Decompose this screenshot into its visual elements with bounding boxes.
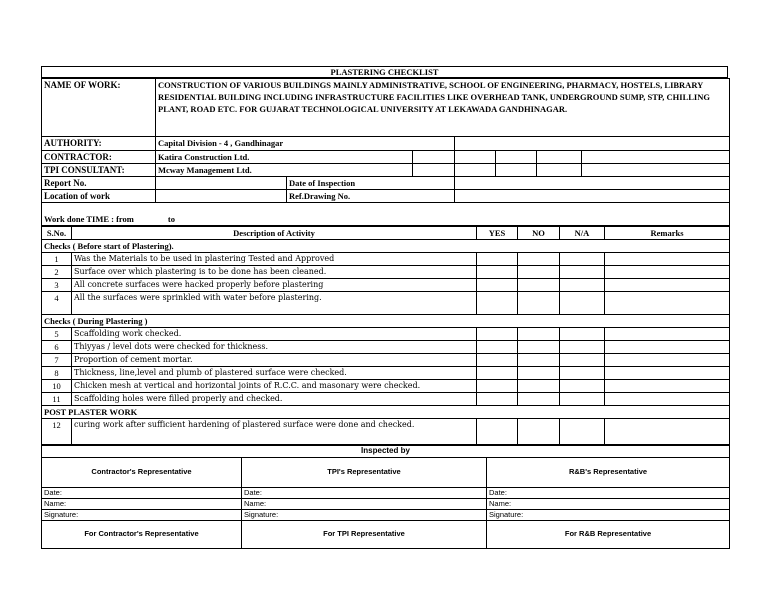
rnb-name-field[interactable]: Name: xyxy=(487,498,730,509)
yes-cell[interactable] xyxy=(477,379,518,392)
yes-cell[interactable] xyxy=(477,252,518,265)
remarks-cell[interactable] xyxy=(605,392,730,405)
na-cell[interactable] xyxy=(560,392,605,405)
yes-cell[interactable] xyxy=(477,366,518,379)
section-heading: Checks ( Before start of Plastering). xyxy=(42,239,730,252)
contractor-name-field[interactable]: Name: xyxy=(42,498,242,509)
item-number: 7 xyxy=(42,353,72,366)
checklist-row xyxy=(42,340,730,353)
remarks-cell[interactable] xyxy=(605,291,730,314)
col-na: N/A xyxy=(560,226,605,239)
item-number: 10 xyxy=(42,379,72,392)
section-heading: POST PLASTER WORK xyxy=(42,405,730,418)
no-cell[interactable] xyxy=(518,265,560,278)
col-sno: S.No. xyxy=(42,226,72,239)
yes-cell[interactable] xyxy=(477,265,518,278)
na-cell[interactable] xyxy=(560,291,605,314)
remarks-cell[interactable] xyxy=(605,278,730,291)
item-number: 3 xyxy=(42,278,72,291)
authority-label: AUTHORITY: xyxy=(42,137,156,151)
rnb-signature-field[interactable]: Signature: xyxy=(487,509,730,520)
date-of-inspection-value[interactable] xyxy=(455,177,730,190)
item-description: Proportion of cement mortar. xyxy=(72,353,477,366)
tpi-rep-heading: TPI's Representative xyxy=(242,457,487,487)
remarks-cell[interactable] xyxy=(605,379,730,392)
tpi-consultant-label: TPI CONSULTANT: xyxy=(42,164,156,177)
contractor-date-field[interactable]: Date: xyxy=(42,487,242,498)
item-description: curing work after sufficient hardening of plastered surface were done and checked. xyxy=(72,418,477,444)
item-description: All the surfaces were sprinkled with water before plastering. xyxy=(72,291,477,314)
report-no-value[interactable] xyxy=(156,177,287,190)
item-number: 4 xyxy=(42,291,72,314)
col-remarks: Remarks xyxy=(605,226,730,239)
rnb-date-field[interactable]: Date: xyxy=(487,487,730,498)
checklist-table xyxy=(41,226,730,445)
col-no: NO xyxy=(518,226,560,239)
checklist-row xyxy=(42,353,730,366)
yes-cell[interactable] xyxy=(477,353,518,366)
authority-value: Capital Division - 4 , Gandhinagar xyxy=(156,137,455,151)
item-number: 8 xyxy=(42,366,72,379)
yes-cell[interactable] xyxy=(477,327,518,340)
no-cell[interactable] xyxy=(518,340,560,353)
remarks-cell[interactable] xyxy=(605,327,730,340)
yes-cell[interactable] xyxy=(477,392,518,405)
remarks-cell[interactable] xyxy=(605,366,730,379)
item-description: Thickness, line,level and plumb of plastered surface were checked. xyxy=(72,366,477,379)
no-cell[interactable] xyxy=(518,379,560,392)
item-description: Scaffolding work checked. xyxy=(72,327,477,340)
for-tpi-rep: For TPI Representative xyxy=(242,520,487,548)
for-rnb-rep: For R&B Representative xyxy=(487,520,730,548)
na-cell[interactable] xyxy=(560,265,605,278)
work-time-row xyxy=(42,213,730,226)
no-cell[interactable] xyxy=(518,278,560,291)
checklist-row xyxy=(42,379,730,392)
yes-cell[interactable] xyxy=(477,418,518,444)
rnb-rep-heading: R&B's Representative xyxy=(487,457,730,487)
checklist-row xyxy=(42,278,730,291)
col-yes: YES xyxy=(477,226,518,239)
remarks-cell[interactable] xyxy=(605,265,730,278)
yes-cell[interactable] xyxy=(477,278,518,291)
checklist-row xyxy=(42,252,730,265)
na-cell[interactable] xyxy=(560,379,605,392)
no-cell[interactable] xyxy=(518,353,560,366)
tpi-name-field[interactable]: Name: xyxy=(242,498,487,509)
remarks-cell[interactable] xyxy=(605,252,730,265)
ref-drawing-label: Ref.Drawing No. xyxy=(287,190,455,203)
na-cell[interactable] xyxy=(560,252,605,265)
date-of-inspection-label: Date of Inspection xyxy=(287,177,455,190)
work-time-to: to xyxy=(167,213,175,224)
no-cell[interactable] xyxy=(518,327,560,340)
remarks-cell[interactable] xyxy=(605,353,730,366)
checklist-row xyxy=(42,265,730,278)
item-description: All concrete surfaces were hacked properly before plastering xyxy=(72,278,477,291)
ref-drawing-value[interactable] xyxy=(455,190,730,203)
checklist-row xyxy=(42,418,730,444)
yes-cell[interactable] xyxy=(477,340,518,353)
checklist-row xyxy=(42,392,730,405)
no-cell[interactable] xyxy=(518,418,560,444)
na-cell[interactable] xyxy=(560,353,605,366)
item-number: 12 xyxy=(42,418,72,444)
item-description: Chicken mesh at vertical and horizontal joints of R.C.C. and masonary were checked. xyxy=(72,379,477,392)
contractor-label: CONTRACTOR: xyxy=(42,151,156,164)
contractor-signature-field[interactable]: Signature: xyxy=(42,509,242,520)
tpi-signature-field[interactable]: Signature: xyxy=(242,509,487,520)
tpi-consultant-value: Mcway Management Ltd. xyxy=(156,164,413,177)
na-cell[interactable] xyxy=(560,418,605,444)
remarks-cell[interactable] xyxy=(605,418,730,444)
na-cell[interactable] xyxy=(560,278,605,291)
na-cell[interactable] xyxy=(560,327,605,340)
no-cell[interactable] xyxy=(518,366,560,379)
item-description: Surface over which plastering is to be done has been cleaned. xyxy=(72,265,477,278)
checklist-row xyxy=(42,291,730,314)
item-number: 6 xyxy=(42,340,72,353)
no-cell[interactable] xyxy=(518,291,560,314)
work-time-label: Work done TIME : from xyxy=(44,213,134,224)
item-description: Was the Materials to be used in plastering Tested and Approved xyxy=(72,252,477,265)
item-description: Thiyyas / level dots were checked for thickness. xyxy=(72,340,477,353)
na-cell[interactable] xyxy=(560,366,605,379)
no-cell[interactable] xyxy=(518,392,560,405)
na-cell[interactable] xyxy=(560,340,605,353)
authority-blank xyxy=(455,137,730,151)
item-description: Scaffolding holes were filled properly and checked. xyxy=(72,392,477,405)
location-value[interactable] xyxy=(156,190,287,203)
name-of-work-label: NAME OF WORK: xyxy=(42,79,156,137)
item-number: 11 xyxy=(42,392,72,405)
checklist-row xyxy=(42,327,730,340)
yes-cell[interactable] xyxy=(477,291,518,314)
tpi-date-field[interactable]: Date: xyxy=(242,487,487,498)
section-heading: Checks ( During Plastering ) xyxy=(42,314,730,327)
no-cell[interactable] xyxy=(518,252,560,265)
item-number: 2 xyxy=(42,265,72,278)
item-number: 5 xyxy=(42,327,72,340)
contractor-rep-heading: Contractor's Representative xyxy=(42,457,242,487)
item-number: 1 xyxy=(42,252,72,265)
inspected-by-heading: Inspected by xyxy=(42,445,730,457)
location-label: Location of work xyxy=(42,190,156,203)
report-no-label: Report No. xyxy=(42,177,156,190)
contractor-value: Katira Construction Ltd. xyxy=(156,151,413,164)
col-description: Description of Activity xyxy=(72,226,477,239)
checklist-sheet xyxy=(41,66,728,549)
name-of-work-value: CONSTRUCTION OF VARIOUS BUILDINGS MAINLY ADMINISTRATIVE, SCHOOL OF ENGINEERING, PHARMACY, HOSTELS, LIBRARY RESIDENTIAL BUILDING INCLUDING INFRASTRUCTURE FACILITIES LIKE OVERHEAD TANK, UNDERGROUND SUMP, STP, CHILLING PLANT, ROAD ETC. FOR GUJARAT TECHNOLOGICAL UNIVERSITY AT LEKAWADA GANDHINAGAR. xyxy=(156,79,730,137)
for-contractor-rep: For Contractor's Representative xyxy=(42,520,242,548)
page-title: PLASTERING CHECKLIST xyxy=(41,66,728,78)
remarks-cell[interactable] xyxy=(605,340,730,353)
project-info-table xyxy=(41,78,730,226)
checklist-row xyxy=(42,366,730,379)
inspection-table xyxy=(41,445,730,549)
